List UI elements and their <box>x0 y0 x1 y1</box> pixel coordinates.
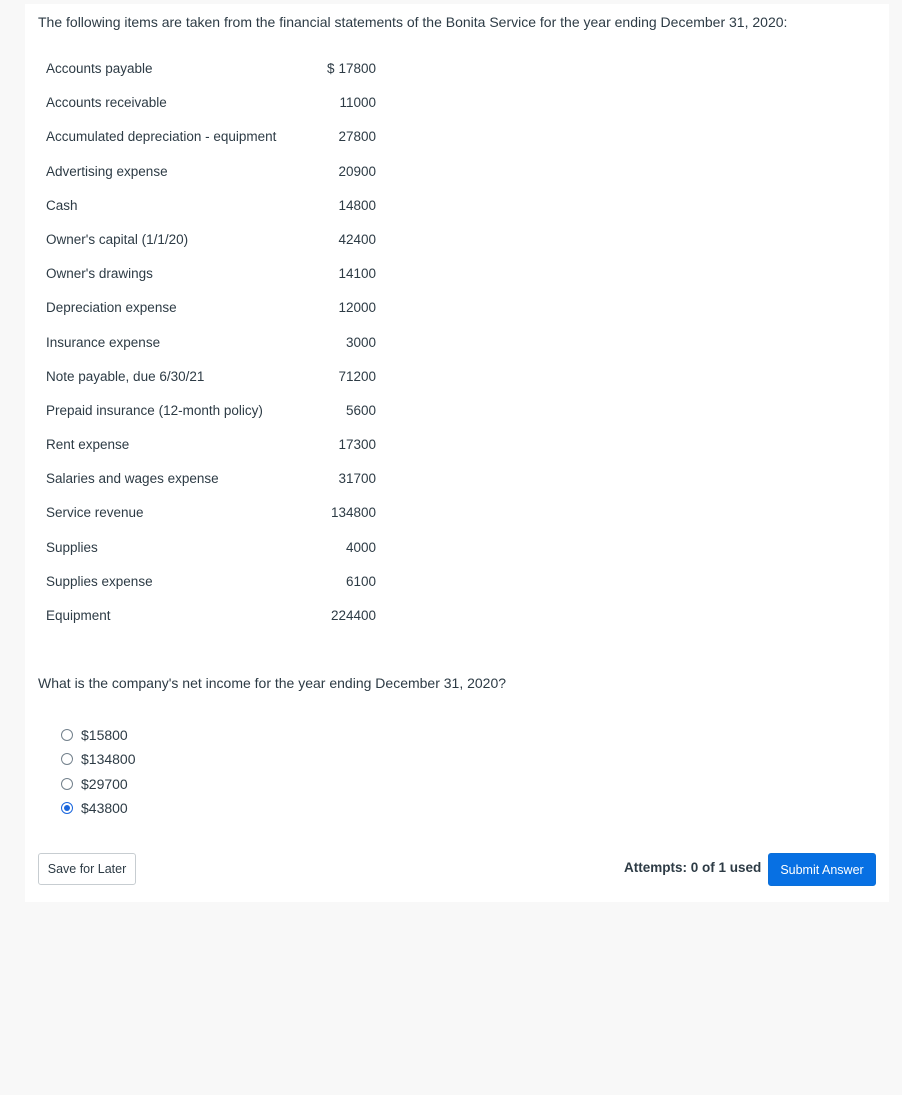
amount-value: 17800 <box>338 61 376 76</box>
ledger-row <box>46 537 386 571</box>
ledger-label: Prepaid insurance (12-month policy) <box>46 402 263 418</box>
ledger-amount: 71200 <box>338 368 376 384</box>
ledger-row <box>46 468 386 502</box>
ledger-row <box>46 502 386 536</box>
ledger-amount: 12000 <box>338 300 376 316</box>
ledger-row <box>46 332 386 366</box>
ledger-label: Insurance expense <box>46 334 161 350</box>
ledger-amount: 42400 <box>338 231 376 247</box>
ledger-amount: 224400 <box>330 608 376 623</box>
ledger-amount: 20900 <box>338 163 376 179</box>
ledger-row <box>46 161 386 195</box>
radio-button[interactable] <box>61 753 73 765</box>
ledger-amount: 134800 <box>330 505 376 521</box>
ledger-label: Accounts receivable <box>46 95 167 111</box>
ledger-amount: 11000 <box>339 95 376 111</box>
ledger-label: Supplies expense <box>46 573 153 589</box>
ledger-amount: 14100 <box>338 266 376 282</box>
ledger-label: Note payable, due 6/30/21 <box>46 368 205 384</box>
question-text: What is the company's net income for the year ending December 31, 2020? <box>38 675 507 691</box>
answer-option[interactable] <box>61 747 136 771</box>
question-intro: The following items are taken from the financial statements of the Bonita Service for the year ending December 31, 2020: <box>38 14 788 30</box>
ledger-amount: 5600 <box>345 402 376 418</box>
answer-option[interactable] <box>61 796 136 820</box>
radio-button[interactable] <box>61 778 73 790</box>
option-label: $43800 <box>81 800 128 817</box>
ledger-amount: 3000 <box>345 334 376 350</box>
ledger-row <box>46 297 386 331</box>
ledger-label: Salaries and wages expense <box>46 471 219 487</box>
attempts-counter: Attempts: 0 of 1 used <box>624 860 762 875</box>
option-label: $134800 <box>81 751 136 768</box>
ledger-row <box>46 229 386 263</box>
ledger-row <box>46 400 386 434</box>
ledger-amount <box>327 61 376 76</box>
currency-symbol: $ <box>326 61 335 76</box>
ledger-label: Owner's capital (1/1/20) <box>46 231 189 247</box>
ledger-label: Rent expense <box>46 437 130 453</box>
ledger-label: Cash <box>46 197 78 213</box>
ledger-row <box>46 434 386 468</box>
ledger-label: Accounts payable <box>46 61 153 76</box>
radio-button[interactable] <box>61 729 73 741</box>
ledger-label: Service revenue <box>46 505 144 521</box>
ledger-row <box>46 263 386 297</box>
ledger-label: Owner's drawings <box>46 266 153 282</box>
option-label: $29700 <box>81 775 128 792</box>
answer-option[interactable] <box>61 772 136 796</box>
radio-button-selected[interactable] <box>61 802 73 814</box>
answer-options <box>61 723 136 820</box>
submit-answer-button[interactable]: Submit Answer <box>768 853 876 886</box>
ledger-row <box>46 58 386 92</box>
ledger-amount: 14800 <box>338 197 376 213</box>
ledger-row <box>46 571 386 605</box>
ledger-amount: 6100 <box>345 573 376 589</box>
ledger-amount: 17300 <box>338 437 376 453</box>
question-card <box>25 4 889 902</box>
ledger-label: Accumulated depreciation - equipment <box>46 129 277 145</box>
save-for-later-button[interactable]: Save for Later <box>38 853 136 885</box>
ledger-amount: 4000 <box>345 539 376 555</box>
ledger-label: Supplies <box>46 539 98 555</box>
ledger-row <box>46 126 386 160</box>
ledger-row <box>46 92 386 126</box>
ledger-amount: 27800 <box>338 129 376 145</box>
ledger-label: Advertising expense <box>46 163 168 179</box>
ledger-label: Equipment <box>46 608 111 623</box>
ledger-row <box>46 366 386 400</box>
ledger-table <box>46 58 386 639</box>
ledger-label: Depreciation expense <box>46 300 177 316</box>
ledger-row <box>46 195 386 229</box>
option-label: $15800 <box>81 727 128 744</box>
ledger-row <box>46 605 386 639</box>
ledger-amount: 31700 <box>338 471 376 487</box>
answer-option[interactable] <box>61 723 136 747</box>
